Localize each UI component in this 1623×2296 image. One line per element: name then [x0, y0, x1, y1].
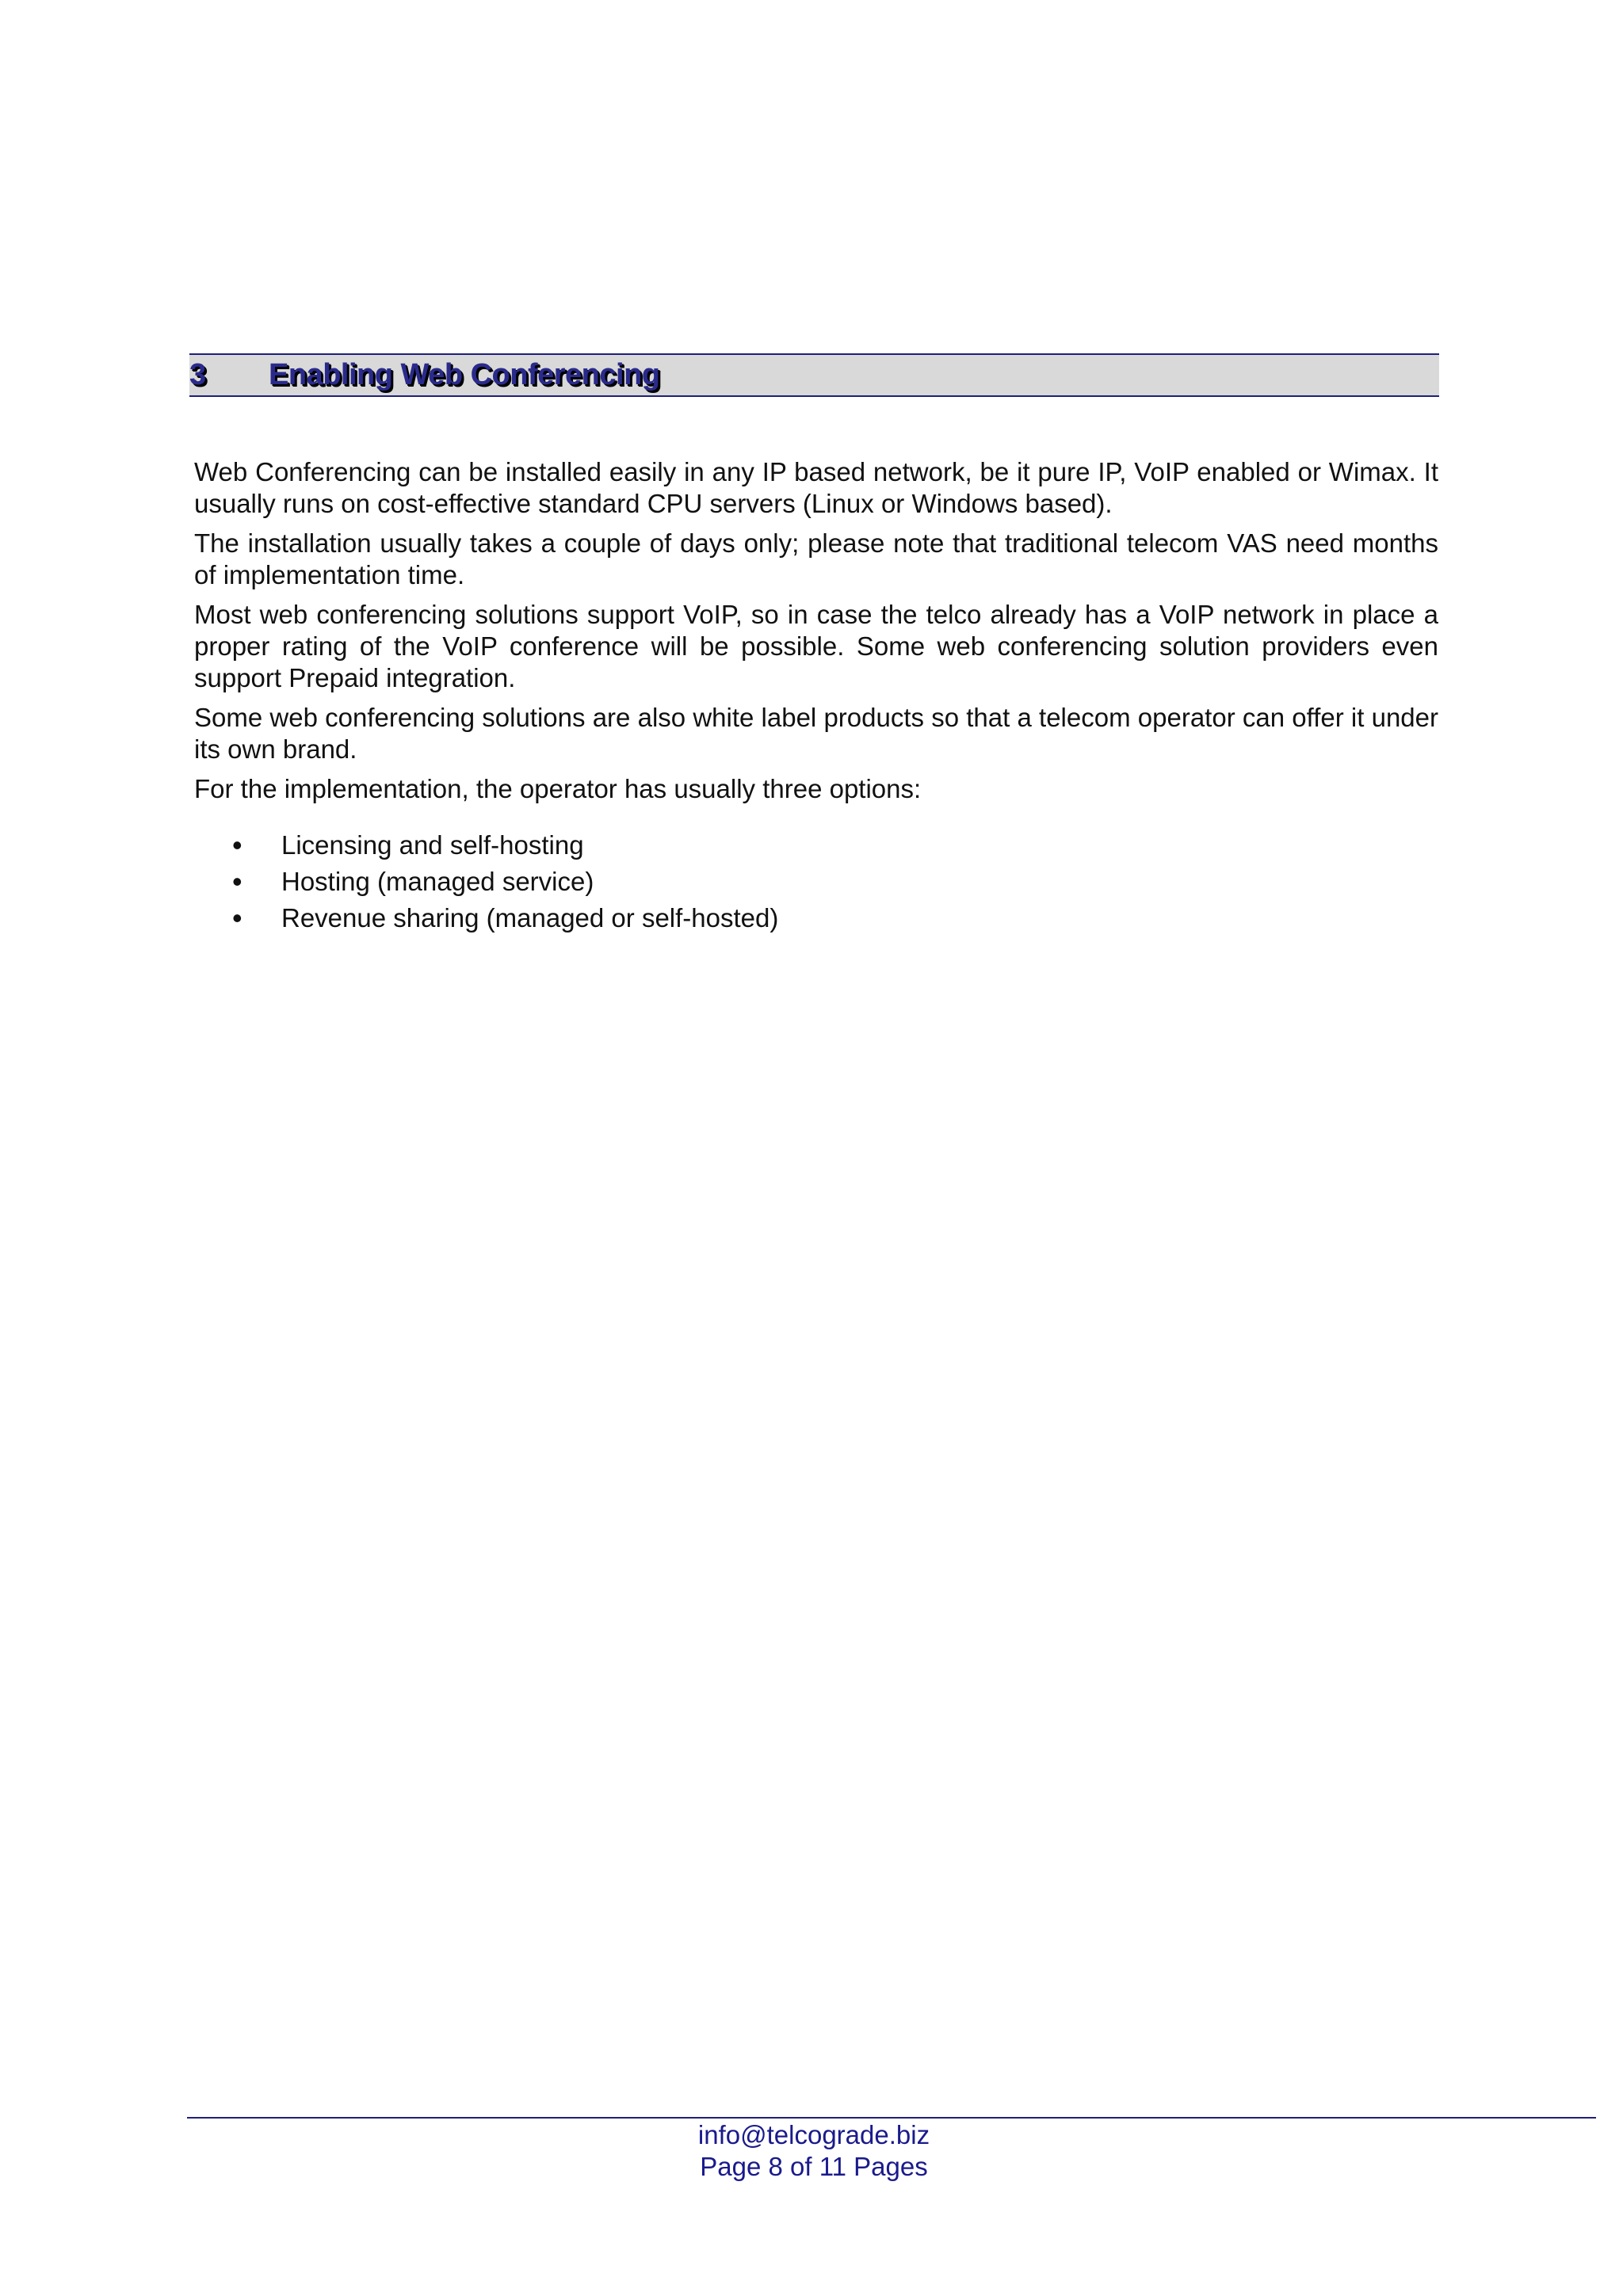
- section-heading: [189, 353, 1439, 397]
- list-item-text: Hosting (managed service): [281, 867, 594, 896]
- section-number: 3: [189, 358, 206, 391]
- page-number: Page 8 of 11 Pages: [700, 2152, 928, 2181]
- section-title: Enabling Web Conferencing: [269, 358, 660, 391]
- section-body: [194, 456, 1438, 936]
- list-item-text: Licensing and self-hosting: [281, 830, 584, 860]
- list-item: [194, 900, 1438, 936]
- paragraph: For the implementation, the operator has usually three options:: [194, 774, 922, 803]
- list-item: [194, 864, 1438, 900]
- options-list: [194, 827, 1438, 936]
- list-item-text: Revenue sharing (managed or self-hosted): [281, 903, 779, 933]
- page-footer: [187, 2119, 1441, 2183]
- paragraph: Some web conferencing solutions are also white label products so that a telecom operator can offer it under its own brand.: [194, 703, 1438, 764]
- paragraph: Most web conferencing solutions support VoIP, so in case the telco already has a VoIP network in place a proper rating of the VoIP conference will be possible. Some web conferencing solution providers even support Prepaid integration.: [194, 600, 1438, 692]
- list-item: [194, 827, 1438, 864]
- paragraph: The installation usually takes a couple of days only; please note that traditional telecom VAS need months of implementation time.: [194, 528, 1438, 589]
- bullet-icon: •: [232, 865, 242, 898]
- footer-divider: [187, 2117, 1596, 2119]
- bullet-icon: •: [232, 829, 242, 861]
- bullet-icon: •: [232, 902, 242, 934]
- footer-email: info@telcograde.biz: [697, 2120, 930, 2149]
- paragraph: Web Conferencing can be installed easily in any IP based network, be it pure IP, VoIP enabled or Wimax. It usually runs on cost-effective standard CPU servers (Linux or Windows based).: [194, 457, 1438, 518]
